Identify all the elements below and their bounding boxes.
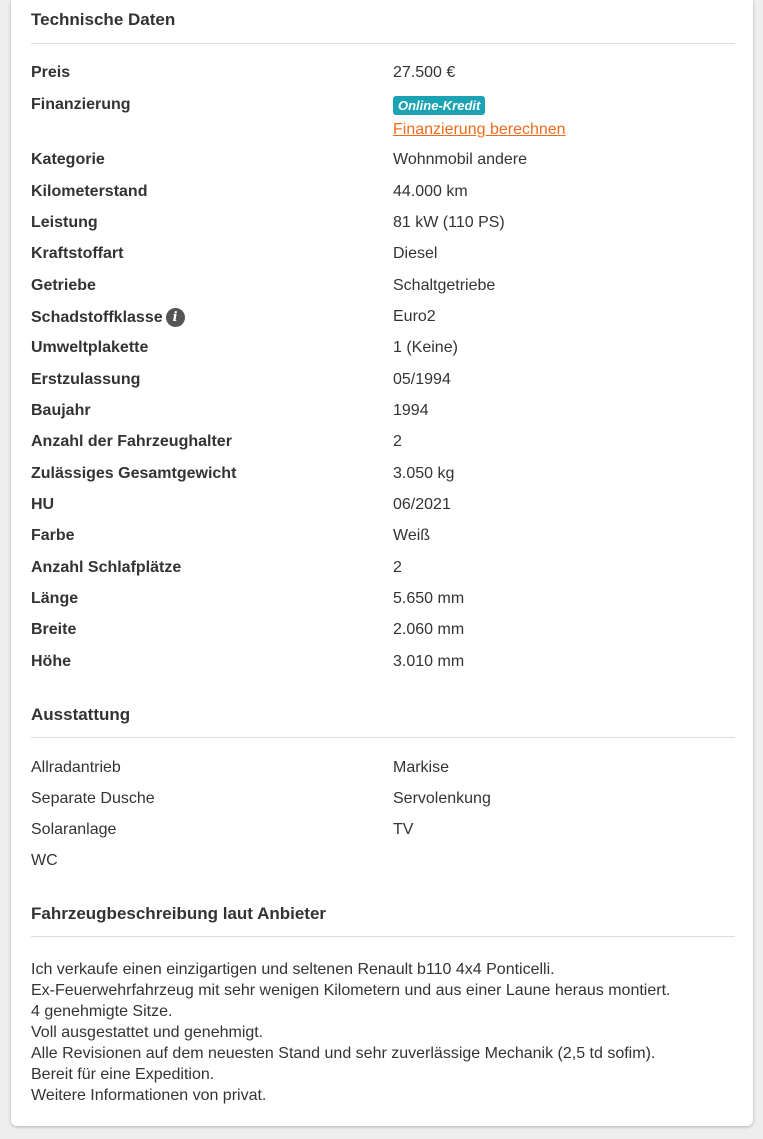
spec-value: 2 xyxy=(393,559,402,576)
equipment-row xyxy=(31,852,735,876)
description-line: Ich verkaufe einen einzigartigen und seltenen Renault b110 4x4 Ponticelli. xyxy=(31,961,555,978)
spec-value: 1 (Keine) xyxy=(393,339,458,356)
spec-label: Erstzulassung xyxy=(31,371,141,388)
online-credit-badge: Online-Kredit xyxy=(393,96,485,115)
spec-label: Preis xyxy=(31,64,71,81)
spec-row-power xyxy=(31,214,735,238)
spec-value: 5.650 mm xyxy=(393,590,465,607)
spec-label: Breite xyxy=(31,621,77,638)
spec-label: Länge xyxy=(31,590,79,607)
equipment-item: TV xyxy=(393,821,414,838)
spec-row-fuel xyxy=(31,245,735,269)
spec-label: Kraftstoffart xyxy=(31,245,124,262)
spec-label: Höhe xyxy=(31,653,71,670)
description-text xyxy=(31,959,735,1106)
description-line: Ex-Feuerwehrfahrzeug mit sehr wenigen Kilometern und aus einer Laune heraus montiert. xyxy=(31,982,671,999)
spec-value: 3.010 mm xyxy=(393,653,465,670)
spec-value: 05/1994 xyxy=(393,371,451,388)
spec-row-sleeping-places xyxy=(31,559,735,583)
spec-row-width xyxy=(31,621,735,645)
spec-label: Baujahr xyxy=(31,402,91,419)
spec-label: Leistung xyxy=(31,214,98,231)
equipment-row xyxy=(31,790,735,814)
spec-label: Umweltplakette xyxy=(31,339,149,356)
spec-value: 2.060 mm xyxy=(393,621,465,638)
info-icon[interactable]: i xyxy=(166,308,185,327)
spec-row-height xyxy=(31,653,735,677)
description-line: Weitere Informationen von privat. xyxy=(31,1087,267,1104)
spec-row-build-year xyxy=(31,402,735,426)
spec-row-gross-weight xyxy=(31,465,735,489)
spec-value: Diesel xyxy=(393,245,438,262)
spec-label: Schadstoffklasse xyxy=(31,308,163,326)
spec-row-owners xyxy=(31,433,735,457)
equipment-item: Solaranlage xyxy=(31,821,117,838)
spec-row-financing xyxy=(31,96,735,142)
description-line: Bereit für eine Expedition. xyxy=(31,1066,215,1083)
spec-label: Getriebe xyxy=(31,277,96,294)
spec-label: Anzahl Schlafplätze xyxy=(31,559,182,576)
spec-value: 06/2021 xyxy=(393,496,451,513)
spec-value: Schaltgetriebe xyxy=(393,277,496,294)
description-line: Voll ausgestattet und genehmigt. xyxy=(31,1024,264,1041)
equipment-row xyxy=(31,821,735,845)
spec-row-category xyxy=(31,151,735,175)
spec-value: 2 xyxy=(393,433,402,450)
spec-value: Wohnmobil andere xyxy=(393,151,528,168)
spec-value: Euro2 xyxy=(393,308,436,325)
equipment-divider xyxy=(31,737,735,738)
vehicle-details-card xyxy=(11,0,753,1126)
description-line: Alle Revisionen auf dem neuesten Stand und sehr zuverlässige Mechanik (2,5 td sofim). xyxy=(31,1045,656,1062)
technical-divider xyxy=(31,43,735,44)
spec-value: 1994 xyxy=(393,402,429,419)
spec-value: 27.500 € xyxy=(393,64,456,81)
equipment-title: Ausstattung xyxy=(31,705,131,724)
spec-label: Kilometerstand xyxy=(31,183,148,200)
spec-label: Farbe xyxy=(31,527,75,544)
spec-row-first-registration xyxy=(31,371,735,395)
spec-row-price xyxy=(31,64,735,88)
equipment-item: WC xyxy=(31,852,58,869)
spec-label: Zulässiges Gesamtgewicht xyxy=(31,465,237,482)
spec-label: Kategorie xyxy=(31,151,105,168)
spec-row-inspection xyxy=(31,496,735,520)
description-divider xyxy=(31,936,735,937)
spec-row-mileage xyxy=(31,183,735,207)
spec-row-length xyxy=(31,590,735,614)
spec-row-emission-class xyxy=(31,308,735,332)
spec-row-eco-badge xyxy=(31,339,735,363)
equipment-item: Markise xyxy=(393,759,450,776)
equipment-item: Servolenkung xyxy=(393,790,491,807)
equipment-row xyxy=(31,759,735,783)
technical-data-title: Technische Daten xyxy=(31,10,176,29)
calculate-financing-link[interactable]: Finanzierung berechnen xyxy=(393,121,566,138)
spec-row-color xyxy=(31,527,735,551)
spec-label-with-icon xyxy=(31,308,185,327)
spec-label: Finanzierung xyxy=(31,96,131,113)
spec-value: Weiß xyxy=(393,527,431,544)
description-title: Fahrzeugbeschreibung laut Anbieter xyxy=(31,904,327,923)
spec-value: 44.000 km xyxy=(393,183,468,200)
spec-value: 3.050 kg xyxy=(393,465,455,482)
equipment-item: Separate Dusche xyxy=(31,790,155,807)
spec-value: 81 kW (110 PS) xyxy=(393,214,505,231)
equipment-item: Allradantrieb xyxy=(31,759,121,776)
spec-row-gearbox xyxy=(31,277,735,301)
spec-label: Anzahl der Fahrzeughalter xyxy=(31,433,232,450)
spec-label: HU xyxy=(31,496,55,513)
description-line: 4 genehmigte Sitze. xyxy=(31,1003,173,1020)
